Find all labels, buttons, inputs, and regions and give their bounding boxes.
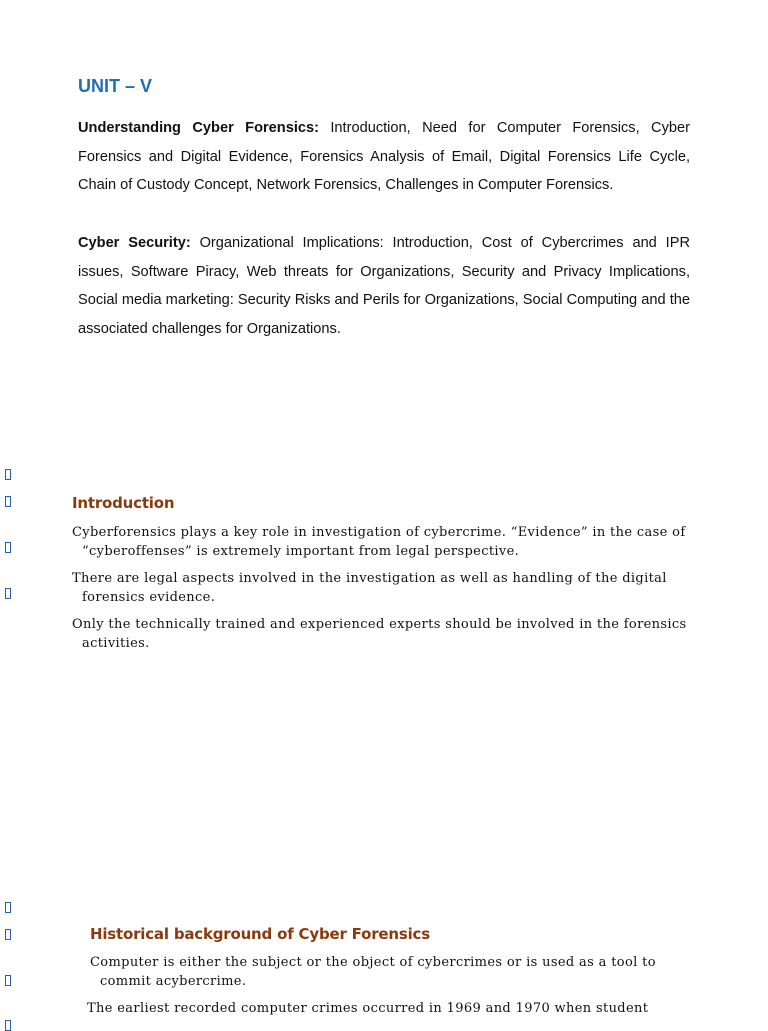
- history-item: [90, 953, 656, 991]
- bullet-glyph-icon: [5, 1020, 11, 1031]
- item-line: The earliest recorded computer crimes occurred in 1969 and 1970 when student: [87, 1001, 649, 1016]
- item-line: Cyberforensics plays a key role in investigation of cybercrime. “Evidence” in the case of: [72, 525, 686, 540]
- history-item: [87, 999, 648, 1018]
- introduction-heading: Introduction: [72, 494, 175, 512]
- forensics-text: Introduction, Need for Computer Forensics, Cyber Forensics and Digital Evidence, Forensics Analysis of Email, Digital Forensics Life Cycle, Chain of Custody Concept, Network Forensics, Challenges in Computer Forensics.: [78, 120, 690, 194]
- bullet-glyph-icon: [5, 975, 11, 986]
- security-text: Organizational Implications: Introduction, Cost of Cybercrimes and IPR issues, Software Piracy, Web threats for Organizations, Security and Privacy Implications, Social media marketing: Security Risks and Perils for Organizations, Social Computing and the associated challenges for Organizations.: [78, 235, 691, 338]
- security-label: Cyber Security:: [78, 235, 191, 251]
- introduction-item: [72, 523, 686, 561]
- bullet-glyph-icon: [5, 902, 11, 913]
- history-heading: Historical background of Cyber Forensics: [90, 925, 430, 943]
- bullet-glyph-icon: [5, 542, 11, 553]
- unit-title: UNIT – V: [78, 76, 153, 96]
- bullet-glyph-icon: [5, 929, 11, 940]
- item-line: “cyberoffenses” is extremely important from legal perspective.: [82, 544, 520, 559]
- item-line: Only the technically trained and experienced experts should be involved in the forensics: [72, 617, 687, 632]
- forensics-label: Understanding Cyber Forensics:: [78, 120, 319, 136]
- bullet-glyph-icon: [5, 588, 11, 599]
- introduction-item: [72, 569, 667, 607]
- introduction-item: [72, 615, 687, 653]
- item-line: commit acybercrime.: [100, 974, 247, 989]
- item-line: forensics evidence.: [82, 590, 216, 605]
- bullet-glyph-icon: [5, 496, 11, 507]
- syllabus-forensics: [78, 114, 690, 200]
- bullet-glyph-icon: [5, 469, 11, 480]
- item-line: activities.: [82, 636, 150, 651]
- item-line: Computer is either the subject or the object of cybercrimes or is used as a tool to: [90, 955, 656, 970]
- item-line: There are legal aspects involved in the investigation as well as handling of the digital: [72, 571, 667, 586]
- syllabus-security: [78, 229, 690, 344]
